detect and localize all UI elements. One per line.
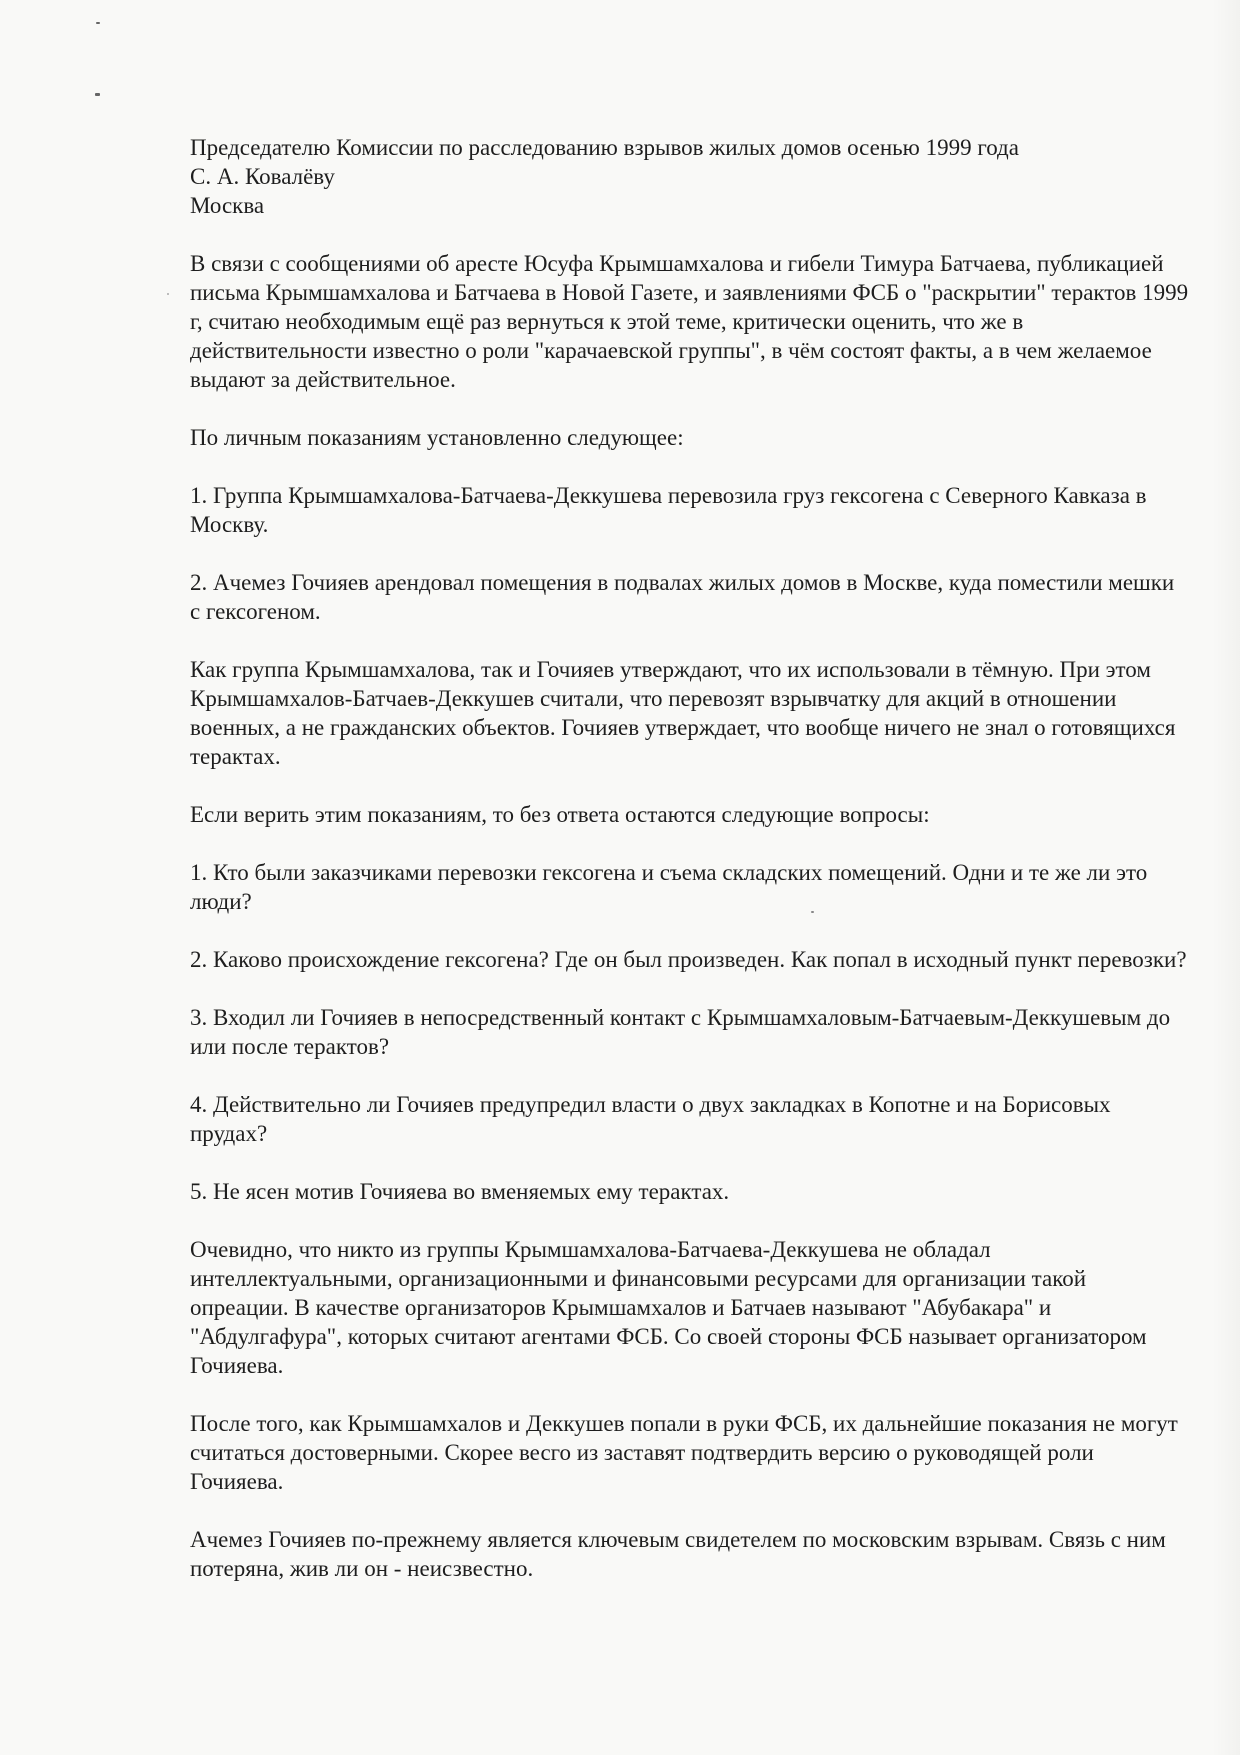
intro-paragraph: В связи с сообщениями об аресте Юсуфа Крымшамхалова и гибели Тимура Батчаева, публикацией письма Крымшамхалова и Батчаева в Новой Газете, и заявлениями ФСБ о "раскрытии" терактов 1999 г, считаю необходимым ещё раз вернуться к этой теме, критически оценить, что же в действительности известно о роли "карачаевской группы", в чём состоят факты, а в чем желаемое выдают за действительное. [190,251,1189,392]
organizers-paragraph: Очевидно, что никто из группы Крымшамхалова-Батчаева-Деккушева не обладал интеллектуальными, организационными и финансовыми ресурсами для организации такой опреации. В качестве организаторов Крымшамхалов и Батчаев называют "Абубакара" и "Абдулгафура", которых считают агентами ФСБ. Со своей стороны ФСБ называет организатором Гочияева. [190,1237,1147,1378]
page-edge-shadow [1212,0,1240,1755]
question-item-1: 1. Кто были заказчиками перевозки гексогена и съема складских помещений. Одни и те же ли это люди? [190,860,1148,914]
letter-body [190,133,1190,1612]
open-questions-heading: Если верить этим показаниям, то без ответа остаются следующие вопросы: [190,802,930,827]
letter-address-block [190,133,1190,220]
fact-item-2: 2. Ачемез Гочияев арендовал помещения в подвалах жилых домов в Москве, куда поместили мешки с гексогеном. [190,570,1175,624]
spacer [190,220,1190,249]
recipient-title: Председателю Комиссии по расследованию взрывов жилых домов осенью 1999 года [190,135,1019,160]
fact-item-1: 1. Группа Крымшамхалова-Батчаева-Деккушева перевозила груз гексогена с Северного Кавказа в Москву. [190,483,1147,537]
established-facts-heading: По личным показаниям установленно следующее: [190,425,684,450]
scan-mark [95,93,100,96]
question-item-5: 5. Не ясен мотив Гочияева во вменяемых ему терактах. [190,1179,730,1204]
scan-mark [96,22,100,24]
testimony-paragraph: Как группа Крымшамхалова, так и Гочияев утверждают, что их использовали в тёмную. При этом Крымшамхалов-Батчаев-Деккушев считали, что перевозят взрывчатку для акций в отношении военных, а не гражданских объектов. Гочияев утверждает, что вообще ничего не знал о готовящихся терактах. [190,657,1176,769]
question-item-4: 4. Действительно ли Гочияев предупредил власти о двух закладках в Копотне и на Борисовых прудах? [190,1092,1111,1146]
question-item-3: 3. Входил ли Гочияев в непосредственный контакт с Крымшамхаловым-Батчаевым-Деккушевым до или после терактов? [190,1005,1171,1059]
closing-paragraph: Ачемез Гочияев по-прежнему является ключевым свидетелем по московским взрывам. Связь с ним потеряна, жив ли он - неисзвестно. [190,1527,1166,1581]
recipient-city: Москва [190,193,265,218]
recipient-name: С. А. Ковалёву [190,164,335,189]
question-item-2: 2. Каково происхождение гексогена? Где он был произведен. Как попал в исходный пункт перевозки? [190,947,1187,972]
reliability-paragraph: После того, как Крымшамхалов и Деккушев попали в руки ФСБ, их дальнейшие показания не могут считаться достоверными. Скорее весго из заставят подтвердить версию о руководящей роли Гочияева. [190,1411,1178,1494]
scan-speck [167,293,169,295]
